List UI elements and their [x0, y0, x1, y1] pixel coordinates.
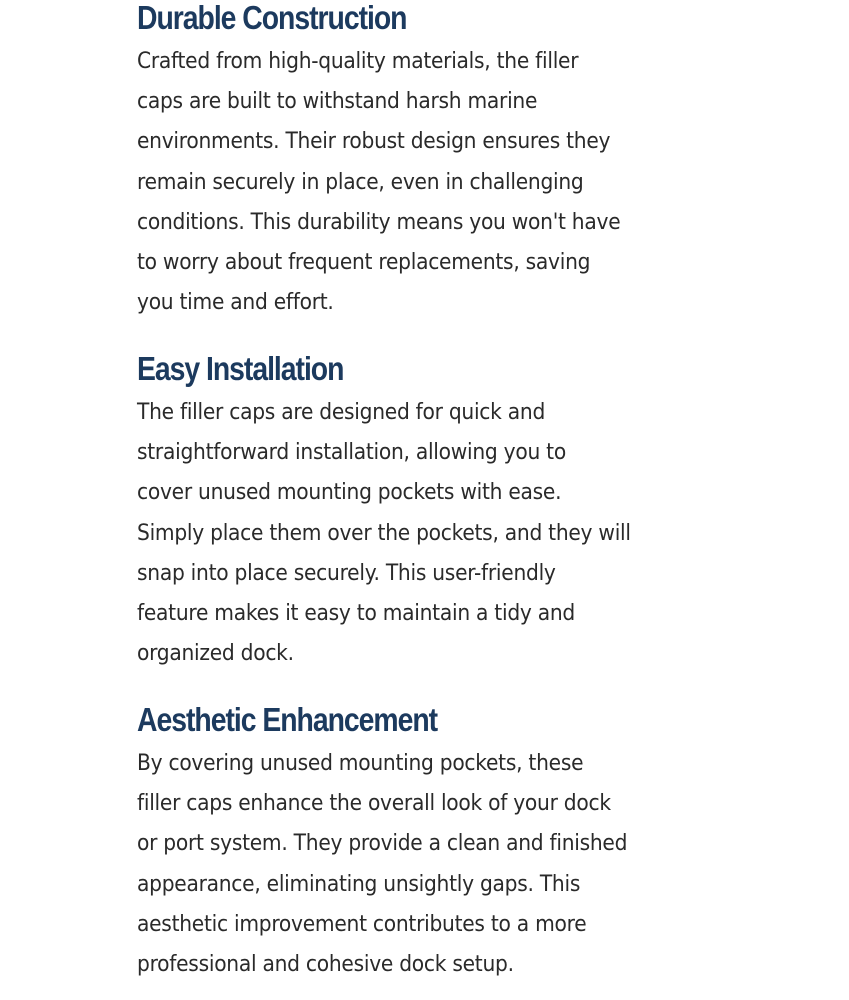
- paragraph-line: professional and cohesive dock setup.: [137, 952, 514, 978]
- paragraph-line: environments. Their robust design ensures they: [137, 129, 611, 155]
- paragraph-line: Crafted from high-quality materials, the filler: [137, 49, 579, 74]
- paragraph-line: or port system. They provide a clean and finished: [137, 831, 628, 857]
- section-heading: Durable Construction: [137, 0, 407, 36]
- paragraph-line: remain securely in place, even in challenging: [137, 169, 584, 195]
- section-paragraph: [137, 42, 662, 323]
- paragraph-line: filler caps enhance the overall look of your dock: [137, 791, 611, 817]
- paragraph-line: By covering unused mounting pockets, these: [137, 751, 584, 776]
- paragraph-line: Simply place them over the pockets, and they will: [137, 520, 631, 546]
- section-heading: Easy Installation: [137, 350, 344, 387]
- section-heading: Aesthetic Enhancement: [137, 701, 438, 738]
- feature-section-aesthetic-enhancement: [137, 700, 670, 985]
- section-paragraph: [137, 393, 674, 674]
- paragraph-line: appearance, eliminating unsightly gaps. This: [137, 871, 581, 897]
- paragraph-line: organized dock.: [137, 641, 294, 667]
- paragraph-line: caps are built to withstand harsh marine: [137, 89, 538, 115]
- paragraph-line: snap into place securely. This user-friendly: [137, 560, 556, 586]
- paragraph-line: conditions. This durability means you won't have: [137, 209, 621, 235]
- feature-section-durable-construction: [137, 0, 662, 323]
- paragraph-line: you time and effort.: [137, 290, 334, 316]
- paragraph-line: cover unused mounting pockets with ease.: [137, 480, 562, 506]
- paragraph-line: feature makes it easy to maintain a tidy and: [137, 601, 576, 627]
- paragraph-line: aesthetic improvement contributes to a more: [137, 911, 587, 937]
- paragraph-line: The filler caps are designed for quick and: [137, 400, 546, 425]
- paragraph-line: straightforward installation, allowing you to: [137, 440, 566, 466]
- feature-section-easy-installation: [137, 349, 674, 674]
- paragraph-line: to worry about frequent replacements, saving: [137, 250, 591, 276]
- section-paragraph: [137, 744, 670, 985]
